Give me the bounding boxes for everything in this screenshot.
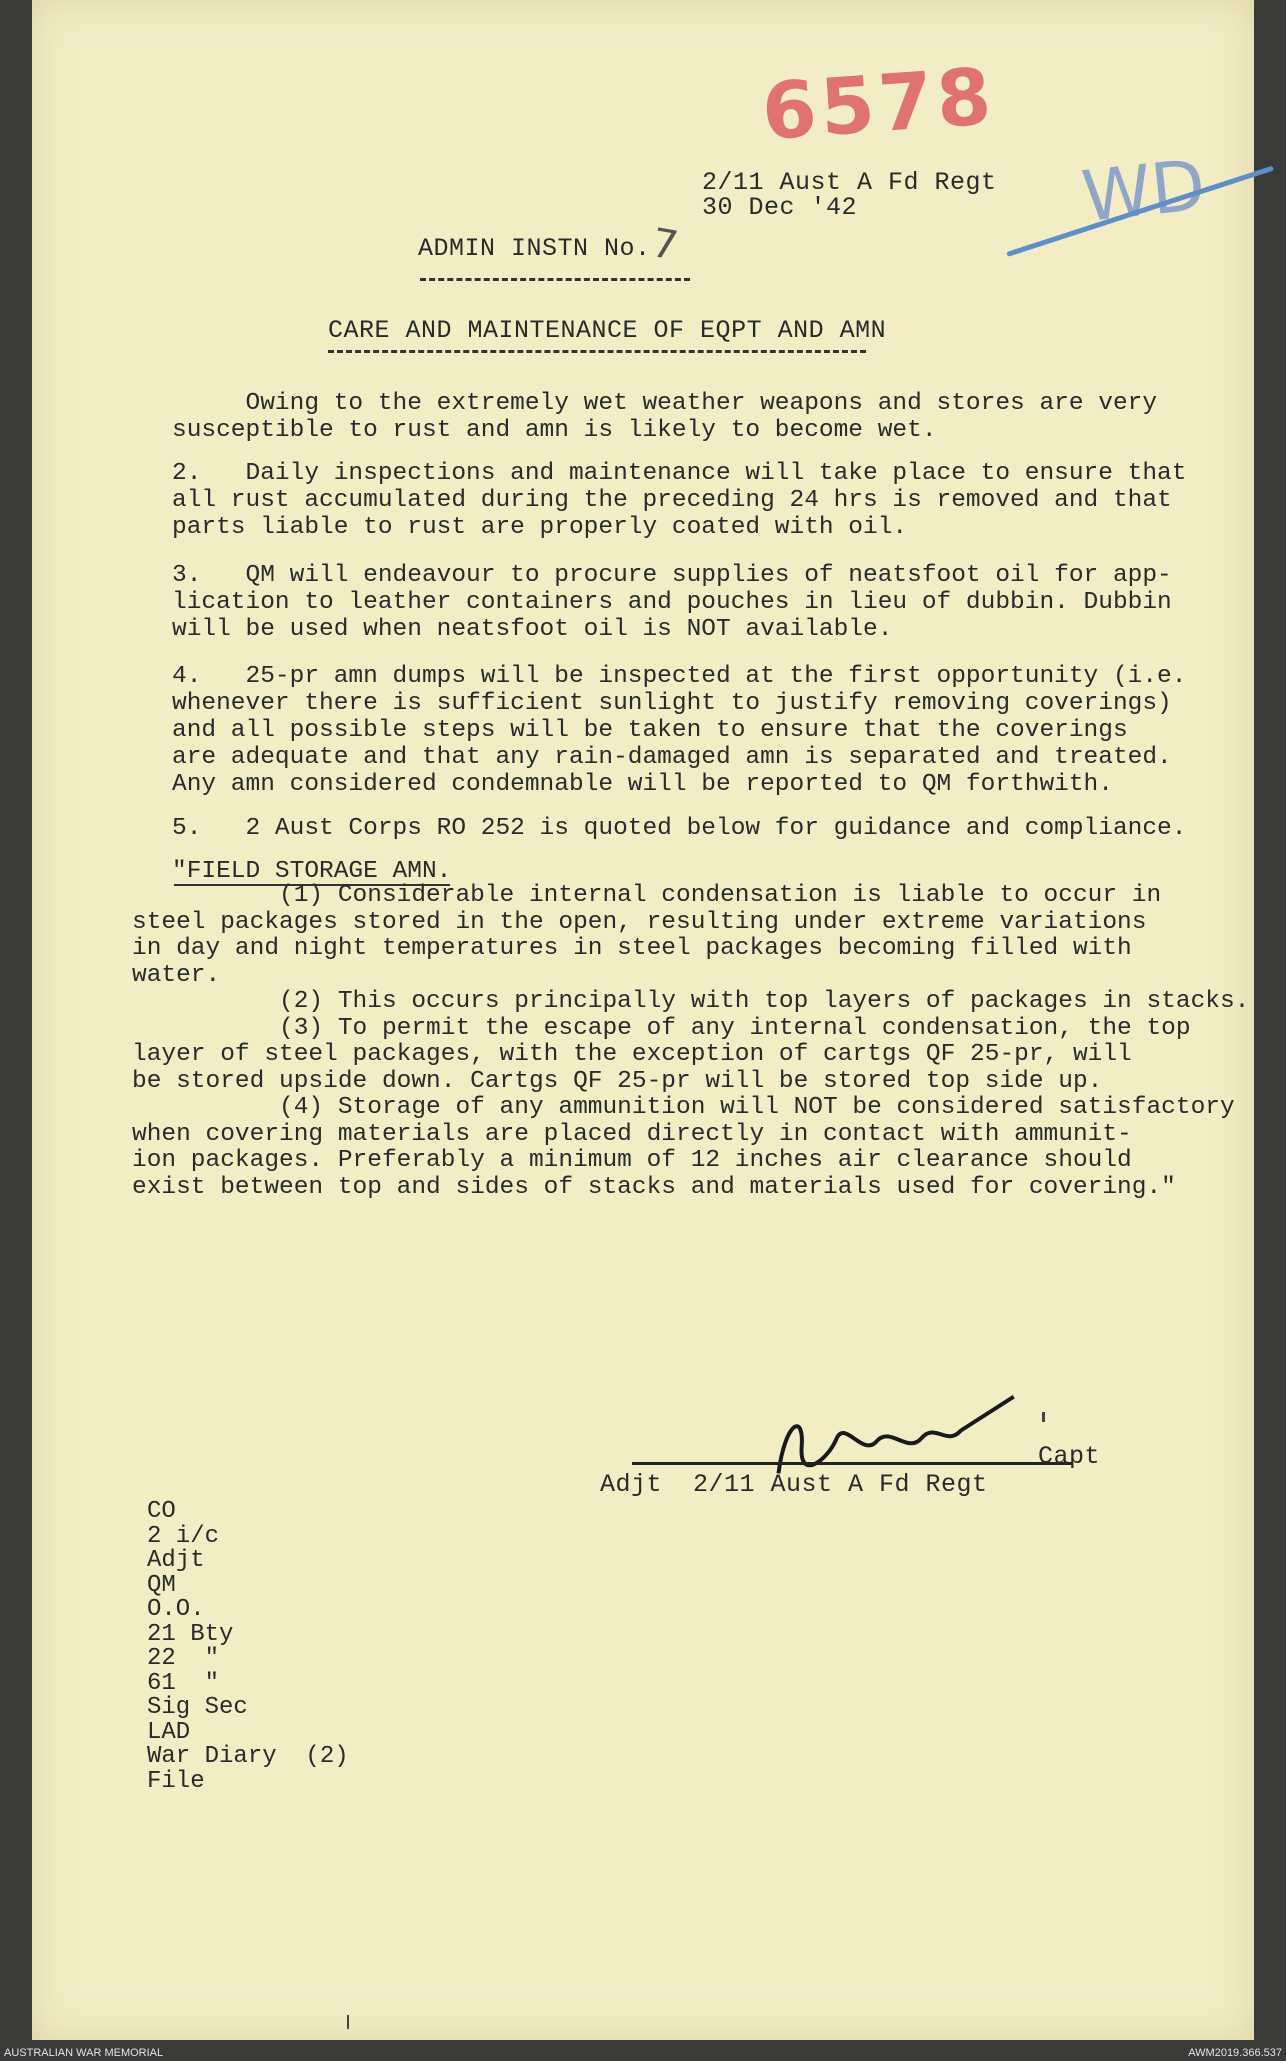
footer-institution: AUSTRALIAN WAR MEMORIAL <box>4 2047 164 2059</box>
paragraph-1: Owing to the extremely wet weather weapons and stores are very susceptible to rust and amn is likely to become wet. <box>172 390 1158 444</box>
signatory-rank: Capt <box>1038 1442 1101 1471</box>
paragraph-3: 3. QM will endeavour to procure supplies of neatsfoot oil for app- lication to leather containers and pouches in lieu of dubbin. Dubbin will be used when neatsfoot oil is NOT available. <box>172 562 1172 643</box>
document-title: ADMIN INSTN No. <box>418 234 651 263</box>
signature-dot <box>1042 1412 1045 1422</box>
paragraph-4: 4. 25-pr amn dumps will be inspected at the first opportunity (i.e. whenever there is sufficient sunlight to justify removing coverings) and all possible steps will be taken to ensure that the coverings are adequate and that any rain-damaged amn is separated and treated. Any amn considered condemnable will be reported to QM forthwith. <box>172 663 1187 798</box>
handwritten-wd-mark: WD <box>1078 143 1210 239</box>
handwritten-instn-number: 7 <box>648 220 682 270</box>
distribution-list: CO 2 i/c Adjt QM O.O. 21 Bty 22 " 61 " Sig Sec LAD War Diary (2) File <box>147 1498 349 1795</box>
paragraph-5: 5. 2 Aust Corps RO 252 is quoted below for guidance and compliance. <box>172 815 1187 842</box>
document-subtitle: CARE AND MAINTENANCE OF EQPT AND AMN <box>328 316 887 345</box>
paragraph-2: 2. Daily inspections and maintenance will take place to ensure that all rust accumulated during the preceding 24 hrs is removed and that parts liable to rust are properly coated with oil. <box>172 460 1187 541</box>
footer-accession-number: AWM2019.366.537 <box>1188 2047 1282 2059</box>
document-page <box>32 0 1254 2040</box>
unit-header: 2/11 Aust A Fd Regt <box>702 168 997 197</box>
paper-mark <box>347 2015 349 2029</box>
quoted-order: (1) Considerable internal condensation is liable to occur in steel packages stored in the open, resulting under extreme variations in day and night temperatures in steel packages becoming filled with water. (2) This occurs principally with top layers of packages in stacks. (3) To permit the escape of any internal condensation, the top layer of steel packages, with the exception of cartgs QF 25-pr, will be stored upside down. Cartgs QF 25-pr will be stored top side up. (4) Storage of any ammunition will NOT be considered satisfactory when covering materials are placed directly in contact with ammunit- ion packages. Preferably a minimum of 12 inches air clearance should exist between top and sides of stacks and materials used for covering." <box>132 882 1250 1201</box>
handwritten-record-number: 6578 <box>759 51 998 159</box>
quote-heading: "FIELD STORAGE AMN. <box>172 858 452 885</box>
date-header: 30 Dec '42 <box>702 193 858 222</box>
title-underline <box>420 278 690 281</box>
signatory-appointment: Adjt 2/11 Aust A Fd Regt <box>600 1470 988 1499</box>
signature-line <box>632 1462 1072 1465</box>
subtitle-underline <box>328 350 866 353</box>
